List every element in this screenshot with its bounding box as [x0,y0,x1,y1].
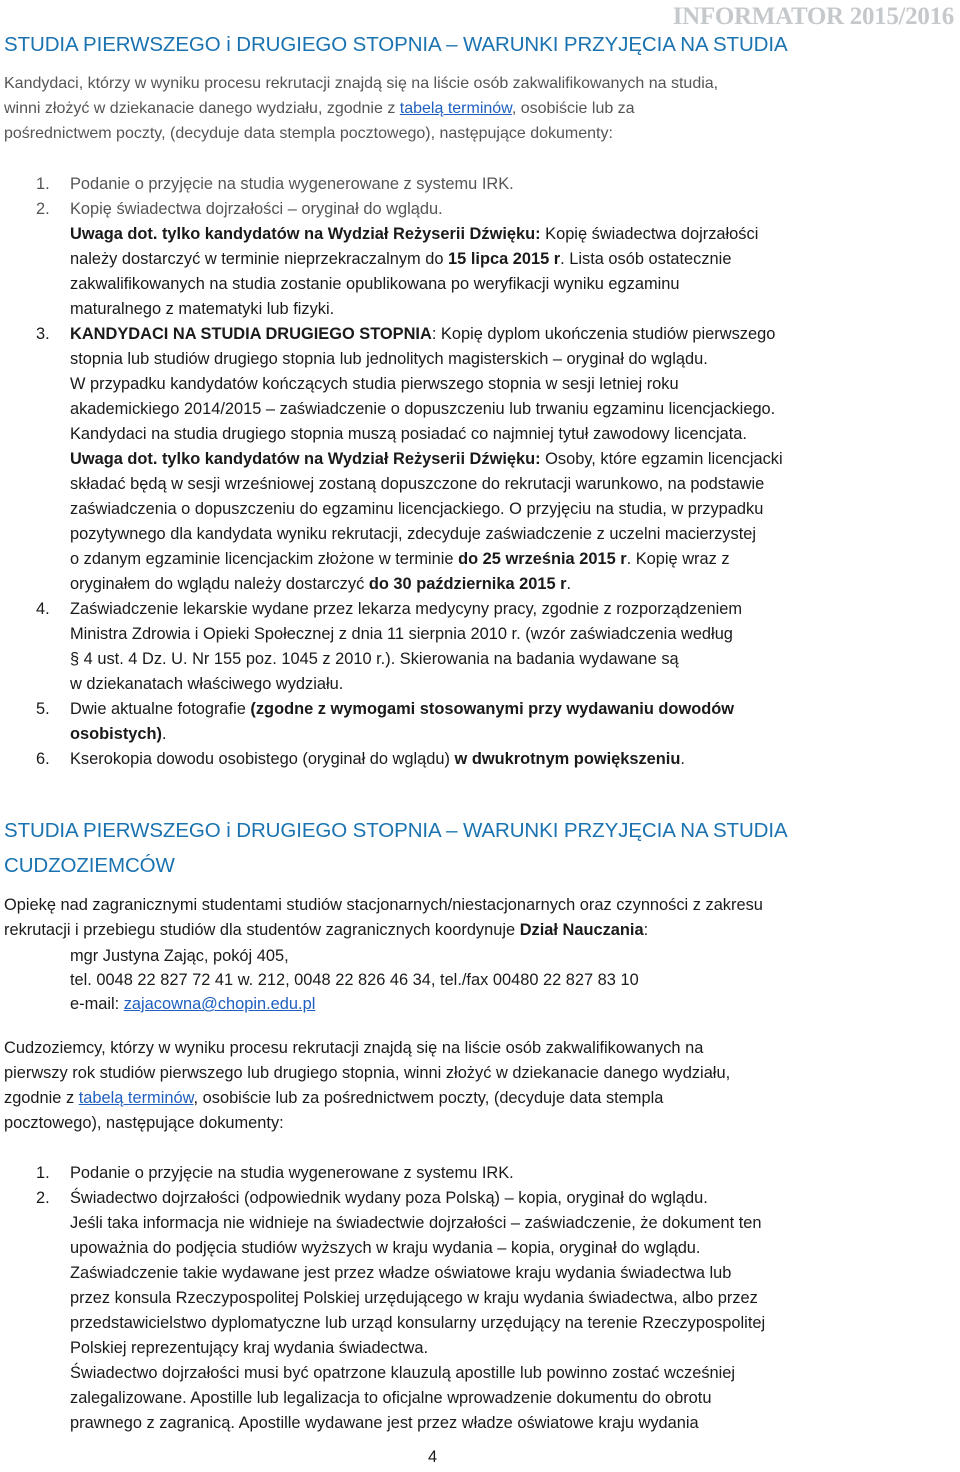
list-item: 3. KANDYDACI NA STUDIA DRUGIEGO STOPNIA: Kopię dyplom ukończenia studiów pierwszego stopnia lub studiów drugiego stopnia lub jednolitych magisterskich – oryginał do wglądu. W przypadku kandydatów kończących studia pierwszego stopnia w sesji letniej roku akademickiego 2014/2015 – zaświadczenie o dopuszczeniu lub trwaniu egzaminu licencjackiego. Kandydaci na studia drugiego stopnia muszą posiadać co najmniej tytuł zawodowy licencjata. Uwaga dot. tylko kandydatów na Wydział Reżyserii Dźwięku: Osoby, które egzamin licencjacki składać będą w sesji wrześniowej zostaną dopuszczone do rekrutacji warunkowo, na podstawie zaświadczenia o dopuszczeniu do egzaminu licencjackiego. O przyjęciu na studia, w przypadku pozytywnego dla kandydata wyniku rekrutacji, zdecyduje zaświadczenie z uczelni macierzystej o zdanym egzaminie licencjackim złożone w terminie do 25 września 2015 r. Kopię wraz z oryginałem do wglądu należy dostarczyć do 30 października 2015 r. [36,325,783,593]
section1-title: STUDIA PIERWSZEGO i DRUGIEGO STOPNIA – WARUNKI PRZYJĘCIA NA STUDIA [4,33,788,56]
section2-intro: Opiekę nad zagranicznymi studentami studiów stacjonarnych/niestacjonarnych oraz czynności z zakresu rekrutacji i przebiegu studiów dla studentów zagranicznych koordynuje Dział Nauczania: [4,896,763,939]
contact-phone: tel. 0048 22 827 72 41 w. 212, 0048 22 826 46 34, tel./fax 00480 22 827 83 10 [70,971,639,989]
list-item: 1. Podanie o przyjęcie na studia wygenerowane z systemu IRK. [36,175,514,193]
contact-block: mgr Justyna Zając, pokój 405, tel. 0048 22 827 72 41 w. 212, 0048 22 826 46 34, tel./fax 00480 22 827 83 10 e-mail: zajacowna@chopin.edu.pl [70,944,639,1016]
email-link[interactable]: zajacowna@chopin.edu.pl [123,995,316,1013]
terms-table-link-2[interactable]: tabelą terminów [78,1089,194,1107]
list-item: 2. Kopię świadectwa dojrzałości – oryginał do wglądu. Uwaga dot. tylko kandydatów na Wydział Reżyserii Dźwięku: Kopię świadectwa dojrzałości należy dostarczyć w terminie nieprzekraczalnym do 15 lipca 2015 r. Lista osób ostatecznie zakwalifikowanych na studia zostanie opublikowana po weryfikacji wyniku egzaminu maturalnego z matematyki lub fizyki. [36,200,759,318]
list-item: 1. Podanie o przyjęcie na studia wygenerowane z systemu IRK. [36,1164,514,1182]
section2-document-list [30,1161,948,1436]
list-item: 6. Kserokopia dowodu osobistego (oryginał do wglądu) w dwukrotnym powiększeniu. [36,750,685,768]
terms-table-link[interactable]: tabelą terminów [399,100,512,117]
informator-header: INFORMATOR 2015/2016 [672,3,954,30]
section2-title: STUDIA PIERWSZEGO i DRUGIEGO STOPNIA – WARUNKI PRZYJĘCIA NA STUDIA CUDZOZIEMCÓW [4,819,788,877]
list-item: 4. Zaświadczenie lekarskie wydane przez lekarza medycyny pracy, zgodnie z rozporządzeniem Ministra Zdrowia i Opieki Społecznej z dnia 11 sierpnia 2010 r. (wzór zaświadczenia według § 4 ust. 4 Dz. U. Nr 155 poz. 1045 z 2010 r.). Skierowania na badania wydawane są w dziekanatach właściwego wydziału. [36,600,743,693]
list-item: 5. Dwie aktualne fotografie (zgodne z wymogami stosowanymi przy wydawaniu dowodów osobistych). [36,700,734,743]
list-item: 2. Świadectwo dojrzałości (odpowiednik wydany poza Polską) – kopia, oryginał do wglądu. Jeśli taka informacja nie widnieje na świadectwie dojrzałości – zaświadczenie, że dokument ten upoważnia do podjęcia studiów wyższych w kraju wydania – kopia, oryginał do wglądu. Zaświadczenie takie wydawane jest przez władze oświatowe kraju wydania świadectwa lub przez konsula Rzeczypospolitej Polskiej urzędującego w kraju wydania świadectwa, albo przez przedstawicielstwo dyplomatyczne lub urząd konsularny urzędujący na terenie Rzeczypospolitej Polskiej reprezentujący kraj wydania świadectwa. Świadectwo dojrzałości musi być opatrzone klauzulą apostille lub powinno zostać wcześniej zalegalizowane. Apostille lub legalizacja to oficjalne wprowadzenie dokumentu do obrotu prawnego z zagranicą. Apostille wydawane jest przez władze oświatowe kraju wydania [36,1189,766,1432]
section2-paragraph: Cudzoziemcy, którzy w wyniku procesu rekrutacji znajdą się na liście osób zakwalifikowanych na pierwszy rok studiów pierwszego lub drugiego stopnia, winni złożyć w dziekanacie danego wydziału, zgodnie z tabelą terminów, osobiście lub za pośrednictwem poczty, (decyduje data stempla pocztowego), następujące dokumenty: [4,1039,731,1132]
section1-intro: Kandydaci, którzy w wyniku procesu rekrutacji znajdą się na liście osób zakwalifikowanych na studia, winni złożyć w dziekanacie danego wydziału, zgodnie z tabelą terminów, osobiście lub za pośrednictwem poczty, (decyduje data stempla pocztowego), następujące dokumenty: [4,75,719,142]
contact-name: mgr Justyna Zając, pokój 405, [70,947,289,965]
page-number: 4 [428,1448,438,1466]
section1-document-list [30,172,948,772]
